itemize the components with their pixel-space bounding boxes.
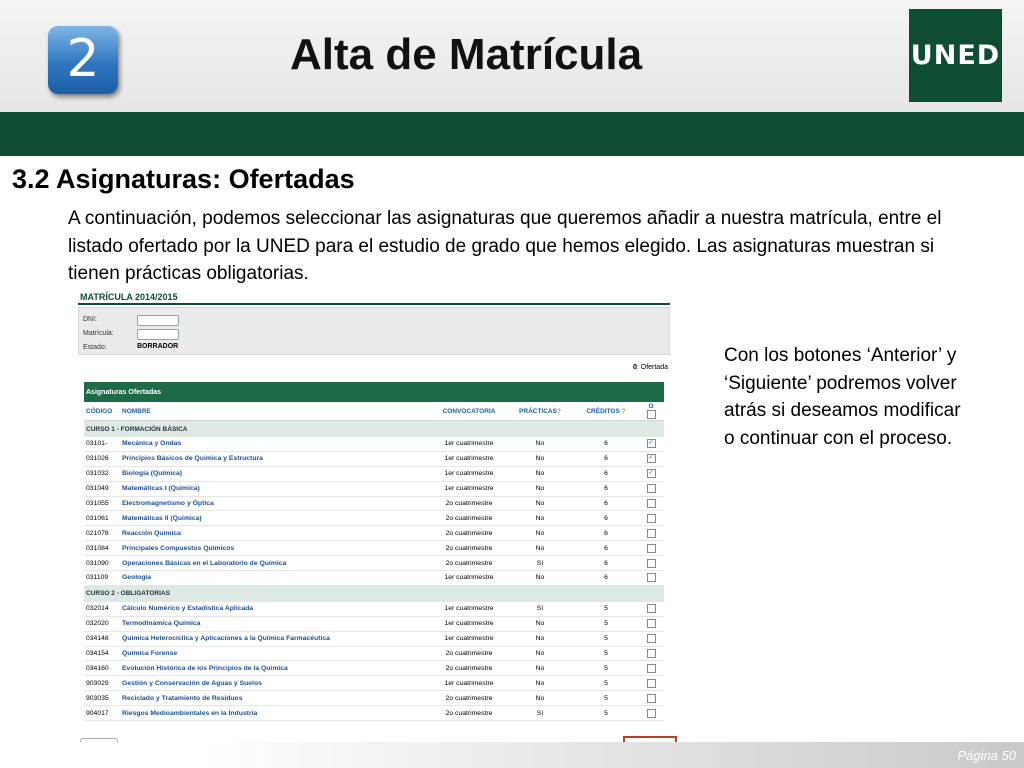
subject-checkbox[interactable] [647,559,656,568]
subject-name[interactable]: Matemáticas I (Química) [120,481,432,496]
subject-creditos: 5 [574,706,638,721]
subject-creditos: 5 [574,676,638,691]
subject-name[interactable]: Riesgos Medioambientales en la Industria [120,706,432,721]
table-row [84,481,664,496]
uned-logo: UNED [909,9,1002,102]
subject-checkbox[interactable]: ✓ [648,455,654,462]
slide-title: Alta de Matrícula [290,30,643,79]
subject-select-cell [638,571,664,586]
intro-paragraph: A continuación, podemos seleccionar las asignaturas que queremos añadir a nuestra matrícula, entre el listado ofertado por la UNED para el estudio de grado que hemos elegido. Las asignaturas muestran si tienen prácticas obligatorias. [68,208,942,284]
subject-practicas: No [506,466,574,481]
subject-convocatoria: 1er cuatrimestre [432,451,506,466]
subject-convocatoria: 2o cuatrimestre [432,646,506,661]
estado-value: BORRADOR [137,343,179,350]
subject-select-cell [638,706,664,721]
col-o: O [638,402,664,421]
subject-convocatoria: 1er cuatrimestre [432,571,506,586]
subject-code: 031084 [84,541,120,556]
subject-checkbox[interactable] [647,604,656,613]
subject-practicas: Sí [506,602,574,616]
ofertada-label: : Ofertada [636,364,668,371]
subject-code: 032014 [84,602,120,616]
subject-select-cell [638,616,664,631]
table-row [84,676,664,691]
subject-practicas: Sí [506,556,574,571]
subject-checkbox[interactable] [647,544,656,553]
dni-label: DNI: [83,316,97,323]
subject-name[interactable]: Electromagnetismo y Óptica [120,496,432,511]
subject-practicas: No [506,676,574,691]
subject-name[interactable]: Matemáticas II (Química) [120,511,432,526]
page-number: Página 50 [957,748,1016,763]
table-title: Asignaturas Ofertadas [84,382,664,402]
table-row [84,511,664,526]
subject-name[interactable]: Química Heterocíclica y Aplicaciones a la Química Farmacéutica [120,631,432,646]
subject-practicas: No [506,541,574,556]
subject-checkbox[interactable] [647,649,656,658]
subject-practicas: No [506,646,574,661]
ofertada-legend [633,364,668,371]
subject-code: 031109 [84,571,120,586]
slide-number-badge: 2 [48,26,118,94]
subject-creditos: 5 [574,646,638,661]
subject-practicas: No [506,691,574,706]
table-row [84,437,664,451]
subject-practicas: Sí [506,706,574,721]
subject-checkbox[interactable] [647,619,656,628]
subject-checkbox[interactable]: ✓ [648,470,654,477]
course-name: CURSO 1 - FORMACIÓN BÁSICA [84,421,664,438]
subject-code: 032020 [84,616,120,631]
table-row [84,571,664,586]
subject-convocatoria: 1er cuatrimestre [432,616,506,631]
subject-practicas: No [506,526,574,541]
subject-convocatoria: 2o cuatrimestre [432,691,506,706]
subject-select-cell [638,676,664,691]
subject-creditos: 6 [574,466,638,481]
subject-convocatoria: 1er cuatrimestre [432,631,506,646]
table-row [84,541,664,556]
table-row [84,556,664,571]
subject-convocatoria: 2o cuatrimestre [432,706,506,721]
ofertada-count: 0 [632,364,637,371]
table-row [84,706,664,721]
subject-name[interactable]: Principios Básicos de Química y Estructura [120,451,432,466]
subject-checkbox[interactable] [647,694,656,703]
dni-input[interactable] [137,315,179,326]
subject-practicas: No [506,631,574,646]
subject-convocatoria: 2o cuatrimestre [432,661,506,676]
subject-name[interactable]: Biología (Química) [120,466,432,481]
matricula-title: MATRÍCULA 2014/2015 [80,292,178,302]
subject-code: 021078 [84,526,120,541]
subject-select-cell [638,511,664,526]
subject-name[interactable]: Operaciones Básicas en el Laboratorio de Química [120,556,432,571]
subject-creditos: 6 [574,526,638,541]
subject-name[interactable]: Reacción Química [120,526,432,541]
table-row [84,496,664,511]
subject-checkbox[interactable]: ✓ [648,440,654,447]
subject-code: 903035 [84,691,120,706]
subjects-table [84,382,664,721]
subject-practicas: No [506,496,574,511]
subject-select-cell [638,437,664,451]
course-name: CURSO 2 - OBLIGATORIAS [84,585,664,602]
subject-name[interactable]: Gestión y Conservación de Aguas y Suelos [120,676,432,691]
subject-creditos: 6 [574,556,638,571]
subject-convocatoria: 2o cuatrimestre [432,511,506,526]
subject-code: 031090 [84,556,120,571]
subject-select-cell [638,631,664,646]
table-row [84,616,664,631]
table-row [84,646,664,661]
subject-creditos: 5 [574,616,638,631]
subject-creditos: 6 [574,511,638,526]
col-convocatoria: CONVOCATORIA [432,402,506,421]
divider [78,303,670,305]
subject-creditos: 5 [574,661,638,676]
side-note: Con los botones ‘Anterior’ y ‘Siguiente’ podremos volver atrás si deseamos modificar o continuar con el proceso. [724,345,961,449]
subject-code: 903029 [84,676,120,691]
subject-checkbox[interactable] [647,664,656,673]
subject-select-cell [638,646,664,661]
help-icon[interactable]: ? [621,407,626,415]
estado-label: Estado: [83,344,107,351]
subject-practicas: No [506,661,574,676]
subject-practicas: No [506,616,574,631]
subject-checkbox[interactable] [647,529,656,538]
subject-code: 034148 [84,631,120,646]
subject-practicas: No [506,481,574,496]
col-practicas: PRÁCTICAS? [506,402,574,421]
course-header [84,421,664,438]
subject-convocatoria: 1er cuatrimestre [432,481,506,496]
subject-name[interactable]: Geología [120,571,432,586]
table-row [84,631,664,646]
matricula-input[interactable] [137,329,179,340]
subject-select-cell [638,451,664,466]
subject-practicas: No [506,571,574,586]
subject-convocatoria: 2o cuatrimestre [432,496,506,511]
subject-convocatoria: 1er cuatrimestre [432,602,506,616]
subject-convocatoria: 2o cuatrimestre [432,526,506,541]
subject-name[interactable]: Reciclado y Tratamiento de Residuos [120,691,432,706]
table-row [84,691,664,706]
subject-creditos: 6 [574,451,638,466]
subject-select-cell [638,691,664,706]
subject-select-cell [638,541,664,556]
subject-checkbox[interactable] [647,679,656,688]
subject-checkbox[interactable] [647,514,656,523]
subject-checkbox[interactable] [647,634,656,643]
subject-code: 904017 [84,706,120,721]
subject-convocatoria: 2o cuatrimestre [432,556,506,571]
table-row [84,661,664,676]
subject-convocatoria: 1er cuatrimestre [432,466,506,481]
subject-code: 034160 [84,661,120,676]
student-info-box [78,307,670,355]
subject-code: 034154 [84,646,120,661]
subject-checkbox[interactable] [647,484,656,493]
subject-practicas: No [506,511,574,526]
table-row [84,466,664,481]
subject-creditos: 5 [574,631,638,646]
subject-creditos: 6 [574,571,638,586]
col-codigo: CÓDIGO [84,402,120,421]
subject-name[interactable]: Cálculo Numérico y Estadística Aplicada [120,602,432,616]
subject-checkbox[interactable] [647,573,656,582]
subject-creditos: 5 [574,602,638,616]
table-row [84,602,664,616]
subject-convocatoria: 2o cuatrimestre [432,541,506,556]
subject-creditos: 6 [574,541,638,556]
section-title: 3.2 Asignaturas: Ofertadas [12,164,355,194]
header-green-bar [0,112,1024,156]
select-all-checkbox[interactable] [647,410,656,419]
subject-code: 031032 [84,466,120,481]
footer-bar [0,742,1024,768]
subject-creditos: 6 [574,481,638,496]
subject-checkbox[interactable] [647,709,656,718]
subject-code: 031061 [84,511,120,526]
subject-select-cell [638,661,664,676]
subject-select-cell [638,496,664,511]
course-header [84,585,664,602]
subject-creditos: 5 [574,691,638,706]
table-row [84,526,664,541]
subject-creditos: 6 [574,496,638,511]
subject-select-cell [638,481,664,496]
help-icon[interactable]: ? [556,407,561,415]
subject-select-cell [638,556,664,571]
subject-code: 03101- [84,437,120,451]
table-row [84,451,664,466]
subject-code: 031026 [84,451,120,466]
col-nombre: NOMBRE [120,402,432,421]
subject-practicas: No [506,451,574,466]
subject-name[interactable]: Mecánica y Ondas [120,437,432,451]
subject-select-cell [638,602,664,616]
subject-code: 031055 [84,496,120,511]
subject-name[interactable]: Química Forense [120,646,432,661]
matricula-label: Matrícula: [83,330,114,337]
subject-name[interactable]: Termodinámica Química [120,616,432,631]
subject-select-cell [638,526,664,541]
subject-code: 031049 [84,481,120,496]
subject-select-cell [638,466,664,481]
subject-convocatoria: 1er cuatrimestre [432,437,506,451]
enrollment-screenshot [78,290,670,760]
subject-practicas: No [506,437,574,451]
subject-checkbox[interactable] [647,499,656,508]
subject-creditos: 6 [574,437,638,451]
subject-convocatoria: 1er cuatrimestre [432,676,506,691]
subject-name[interactable]: Principales Compuestos Químicos [120,541,432,556]
subject-name[interactable]: Evolución Histórica de los Principios de la Química [120,661,432,676]
col-creditos: CRÉDITOS ? [574,402,638,421]
